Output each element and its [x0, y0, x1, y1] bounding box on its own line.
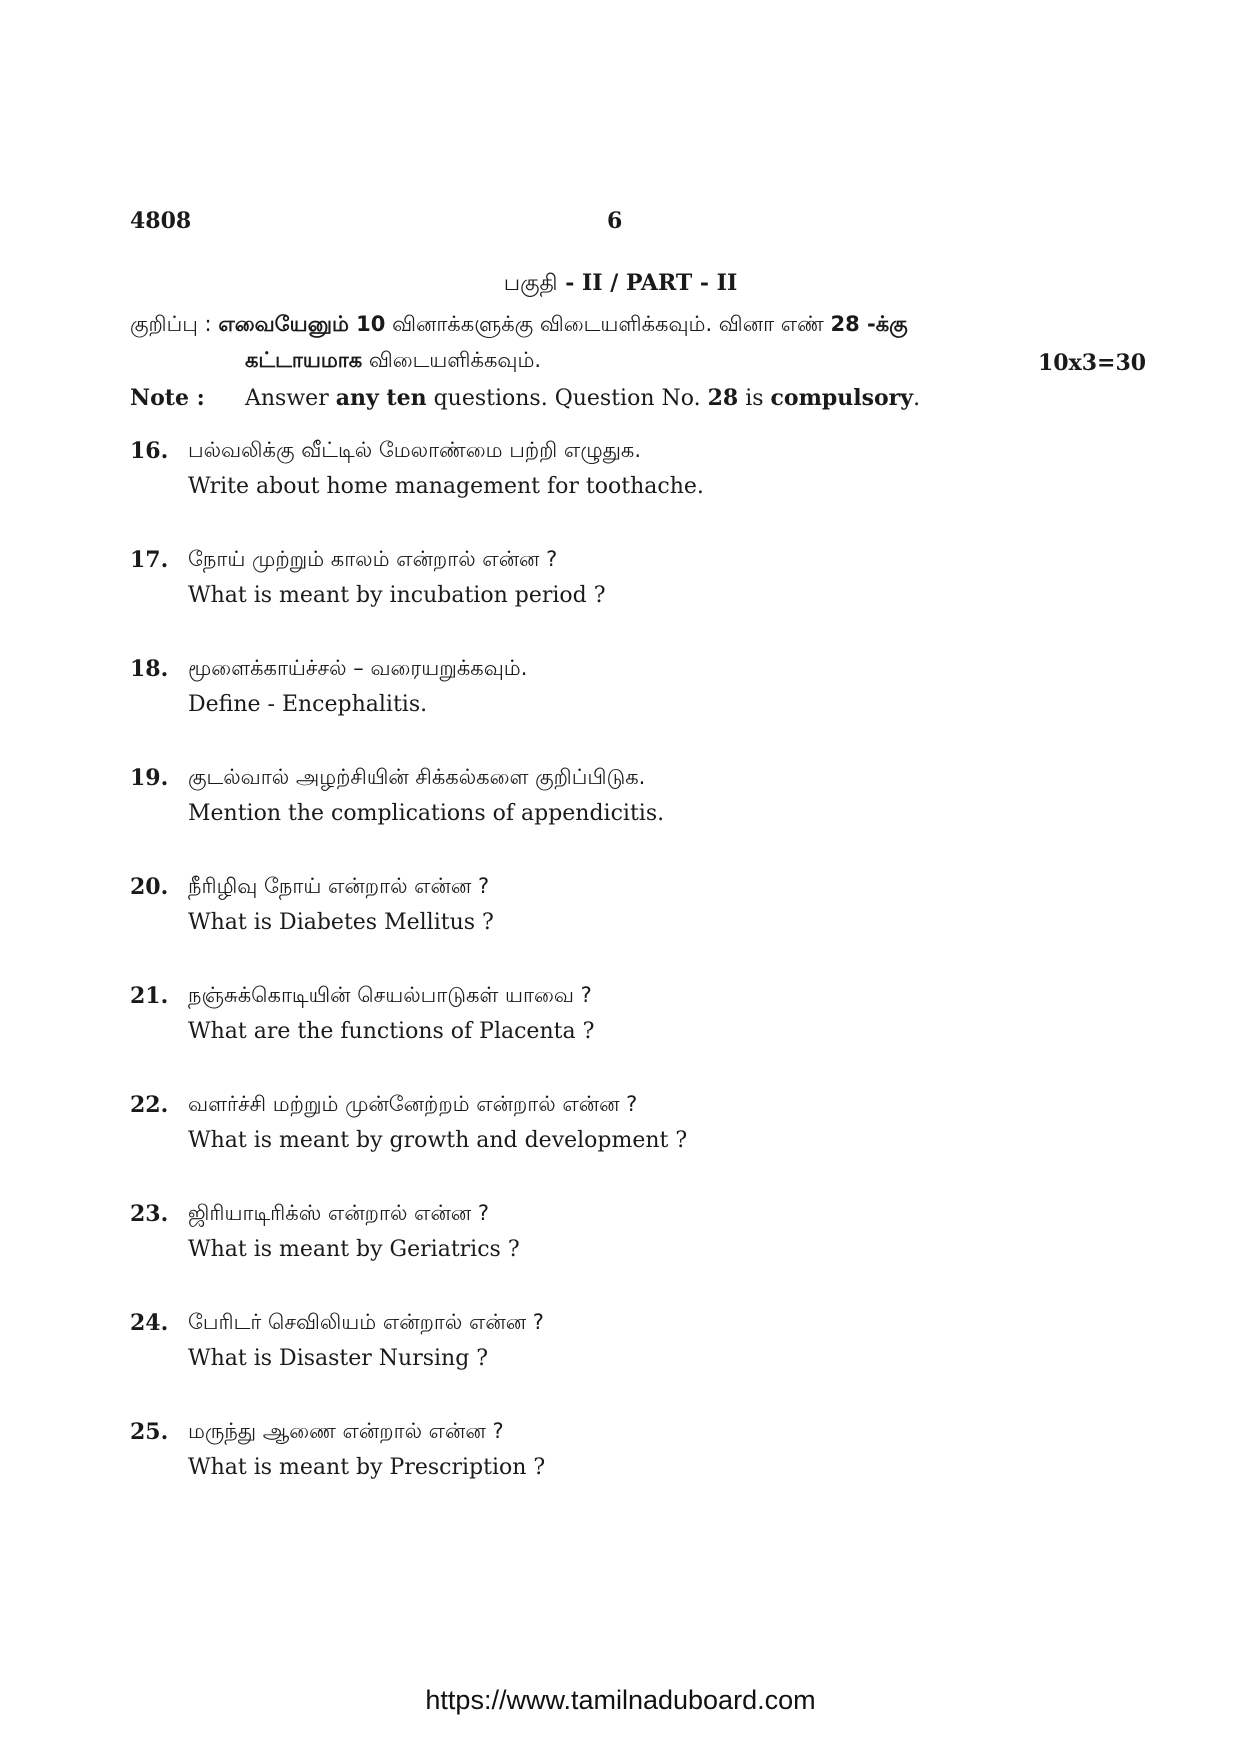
note-english-label: Note :: [130, 385, 205, 411]
part-heading-tamil: பகுதி: [503, 271, 558, 296]
note-en-part7: .: [913, 386, 921, 411]
question-tamil: பேரிடர் செவிலியம் என்றால் என்ன ?: [188, 1310, 544, 1334]
question-english: What is Disaster Nursing ?: [188, 1346, 489, 1371]
question-english: What is meant by incubation period ?: [188, 583, 606, 608]
question-number: 24.: [130, 1310, 169, 1336]
note-en-part3: questions. Question No.: [426, 386, 708, 411]
part-heading-english: PART - II: [625, 270, 738, 296]
question-tamil: நஞ்சுக்கொடியின் செயல்பாடுகள் யாவை ?: [188, 983, 592, 1007]
question-english: Mention the complications of appendicitis.: [188, 801, 665, 826]
note-en-part1: Answer: [245, 386, 336, 411]
question-tamil: நோய் முற்றும் காலம் என்றால் என்ன ?: [188, 547, 558, 571]
note-tamil-q28: 28 -க்கு: [830, 312, 908, 336]
note-tamil-line2: [245, 348, 541, 375]
part-heading-roman: II: [582, 270, 603, 296]
page-number: 6: [607, 208, 623, 234]
question-english: Define - Encephalitis.: [188, 692, 428, 717]
question-english: What is meant by growth and development ?: [188, 1128, 688, 1153]
question-english: What is Diabetes Mellitus ?: [188, 910, 494, 935]
question-tamil: குடல்வால் அழற்சியின் சிக்கல்களை குறிப்பிடுக.: [188, 765, 646, 789]
question-english: What is meant by Geriatrics ?: [188, 1237, 520, 1262]
question-number: 20.: [130, 874, 169, 900]
question-tamil: நீரிழிவு நோய் என்றால் என்ன ?: [188, 874, 490, 898]
part-heading-sep2: /: [602, 270, 626, 296]
question-tamil: மருந்து ஆணை என்றால் என்ன ?: [188, 1419, 504, 1443]
marks-allocation: 10x3=30: [1038, 350, 1147, 376]
question-english: Write about home management for toothache.: [188, 474, 704, 499]
question-number: 17.: [130, 547, 169, 573]
question-number: 25.: [130, 1419, 169, 1445]
question-tamil: ஜிரியாடிரிக்ஸ் என்றால் என்ன ?: [188, 1201, 489, 1225]
question-english: What are the functions of Placenta ?: [188, 1019, 595, 1044]
question-english: What is meant by Prescription ?: [188, 1455, 546, 1480]
question-number: 23.: [130, 1201, 169, 1227]
part-heading: [0, 270, 1241, 299]
note-tamil-text2: விடையளிக்கவும்.: [362, 348, 542, 372]
note-en-part6: compulsory: [770, 385, 914, 411]
paper-code: 4808: [130, 208, 192, 234]
note-english: [245, 385, 920, 411]
question-number: 22.: [130, 1092, 169, 1118]
part-heading-sep1: -: [557, 270, 582, 296]
note-tamil-any10: எவையேனும் 10: [218, 312, 386, 336]
note-tamil-compulsory: கட்டாயமாக: [245, 348, 363, 372]
note-tamil-label: குறிப்பு :: [130, 312, 212, 336]
note-tamil-text1: வினாக்களுக்கு விடையளிக்கவும். வினா எண்: [385, 312, 831, 336]
question-tamil: பல்வலிக்கு வீட்டில் மேலாண்மை பற்றி எழுதுக.: [188, 438, 642, 462]
question-tamil: மூளைக்காய்ச்சல் – வரையறுக்கவும்.: [188, 656, 528, 680]
note-tamil-line1: [130, 312, 908, 339]
question-number: 19.: [130, 765, 169, 791]
note-en-part5: is: [738, 386, 771, 411]
note-en-part4: 28: [707, 385, 739, 411]
question-number: 21.: [130, 983, 169, 1009]
note-en-part2: any ten: [335, 385, 427, 411]
question-tamil: வளர்ச்சி மற்றும் முன்னேற்றம் என்றால் என்ன ?: [188, 1092, 638, 1116]
footer-url[interactable]: https://www.tamilnaduboard.com: [425, 1685, 816, 1715]
question-number: 18.: [130, 656, 169, 682]
question-number: 16.: [130, 438, 169, 464]
